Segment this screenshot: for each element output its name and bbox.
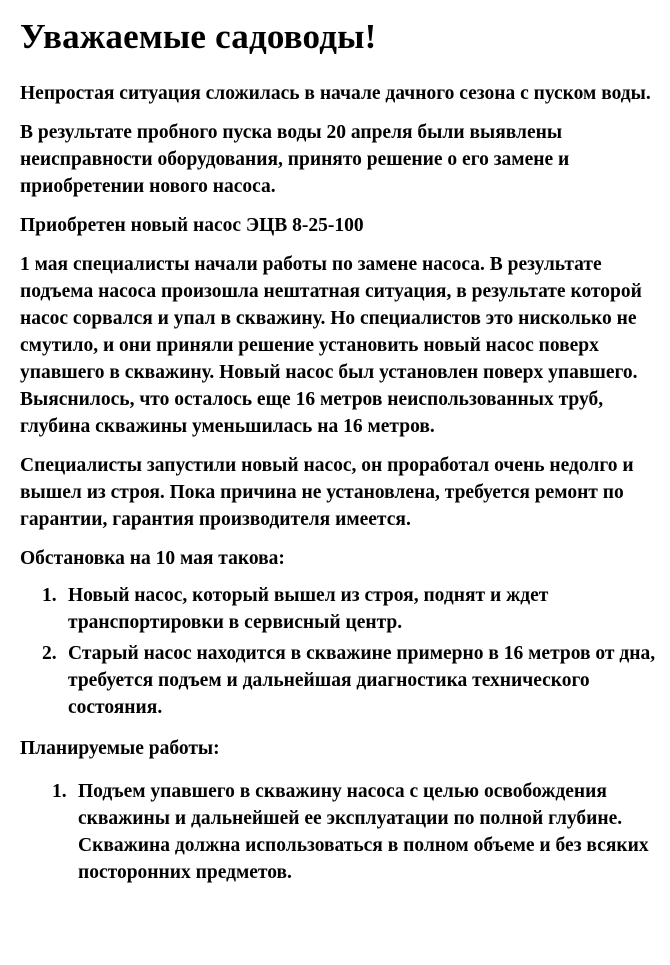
- notice-document: [20, 12, 668, 898]
- list-item-number: 1.: [42, 585, 57, 606]
- list-item-number: 2.: [42, 643, 57, 664]
- new-pump-paragraph: Приобретен новый насос ЭЦВ 8-25-100: [20, 215, 364, 236]
- list-item: [20, 640, 668, 721]
- list-item: [20, 582, 668, 636]
- list-item-text: Подъем упавшего в скважину насоса с целью освобождения скважины и дальнейшей ее эксплуатации по полной глубине. Скважина должна использоваться в полном объеме и без всяких посторонних предметов.: [78, 781, 649, 883]
- list-item: [20, 778, 668, 886]
- situation-list: [20, 582, 668, 721]
- test-run-paragraph: В результате пробного пуска воды 20 апреля были выявлены неисправности оборудования, принято решение о его замене и приобретении нового насоса.: [20, 122, 570, 197]
- planned-works-list: [20, 778, 668, 886]
- replacement-paragraph: 1 мая специалисты начали работы по замене насоса. В результате подъема насоса произошла нештатная ситуация, в результате которой насос сорвался и упал в скважину. Но специалистов это нисколько не смутило, и они приняли решение установить новый насос поверх упавшего в скважину. Новый насос был установлен поверх упавшего. Выяснилось, что осталось еще 16 метров неиспользованных труб, глубина скважины уменьшилась на 16 метров.: [20, 254, 642, 437]
- list-item-number: 1.: [52, 781, 67, 802]
- failure-paragraph: Специалисты запустили новый насос, он проработал очень недолго и вышел из строя. Пока причина не установлена, требуется ремонт по гарантии, гарантия производителя имеется.: [20, 455, 634, 530]
- intro-paragraph: Непростая ситуация сложилась в начале дачного сезона с пуском воды.: [20, 83, 651, 104]
- situation-heading: Обстановка на 10 мая такова:: [20, 548, 285, 569]
- page-title: Уважаемые садоводы!: [20, 17, 377, 56]
- list-item-text: Новый насос, который вышел из строя, поднят и ждет транспортировки в сервисный центр.: [68, 585, 549, 633]
- list-item-text: Старый насос находится в скважине примерно в 16 метров от дна, требуется подъем и дальнейшая диагностика технического состояния.: [68, 643, 656, 718]
- planned-works-heading: Планируемые работы:: [20, 738, 220, 759]
